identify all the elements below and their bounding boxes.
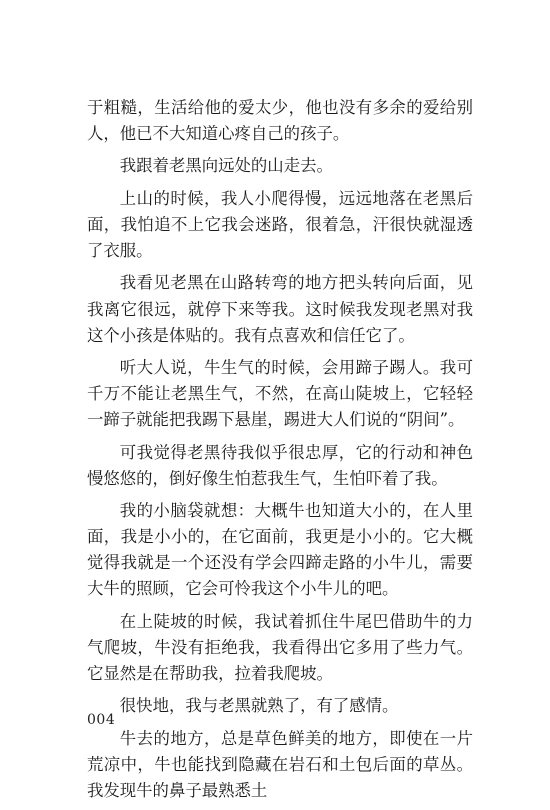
paragraph: 听大人说，牛生气的时候，会用蹄子踢人。我可千万不能让老黑生气，不然，在高山陡坡上，它轻轻一蹄子就能把我踢下悬崖，踢进大人们说的“阴间”。 <box>87 358 473 430</box>
paragraph: 很快地，我与老黑就熟了，有了感情。 <box>119 696 399 716</box>
paragraph-continued: 于粗糙，生活给他的爱太少，他也没有多余的爱给别人，他已不大知道心疼自己的孩子。 <box>87 98 473 144</box>
paragraph: 可我觉得老黑待我似乎很忠厚，它的行动和神色慢悠悠的，倒好像生怕惹我生气，生怕吓着了我。 <box>87 442 473 488</box>
paragraph: 在上陡坡的时候，我试着抓住牛尾巴借助牛的力气爬坡，牛没有拒绝我，我看得出它多用了些力气。它显然是在帮助我，拉着我爬坡。 <box>87 611 473 683</box>
paragraph: 我的小脑袋就想：大概牛也知道大小的，在人里面，我是小小的，在它面前，我更是小小的。它大概觉得我就是一个还没有学会四蹄走路的小牛儿，需要大牛的照顾，它会可怜我这个小牛儿的吧。 <box>87 501 473 599</box>
page-number: 004 <box>87 712 116 728</box>
body-text <box>87 95 473 810</box>
paragraph: 我看见老黑在山路转弯的地方把头转向后面，见我离它很远，就停下来等我。这时候我发现老黑对我这个小孩是体贴的。我有点喜欢和信任它了。 <box>87 273 473 345</box>
paragraph: 我跟着老黑向远处的山走去。 <box>119 156 333 176</box>
paragraph: 牛去的地方，总是草色鲜美的地方，即使在一片荒凉中，牛也能找到隐藏在岩石和土包后面的草丛。我发现牛的鼻子最熟悉土 <box>87 728 473 800</box>
paragraph: 上山的时候，我人小爬得慢，远远地落在老黑后面，我怕追不上它我会迷路，很着急，汗很快就湿透了衣服。 <box>87 188 473 261</box>
